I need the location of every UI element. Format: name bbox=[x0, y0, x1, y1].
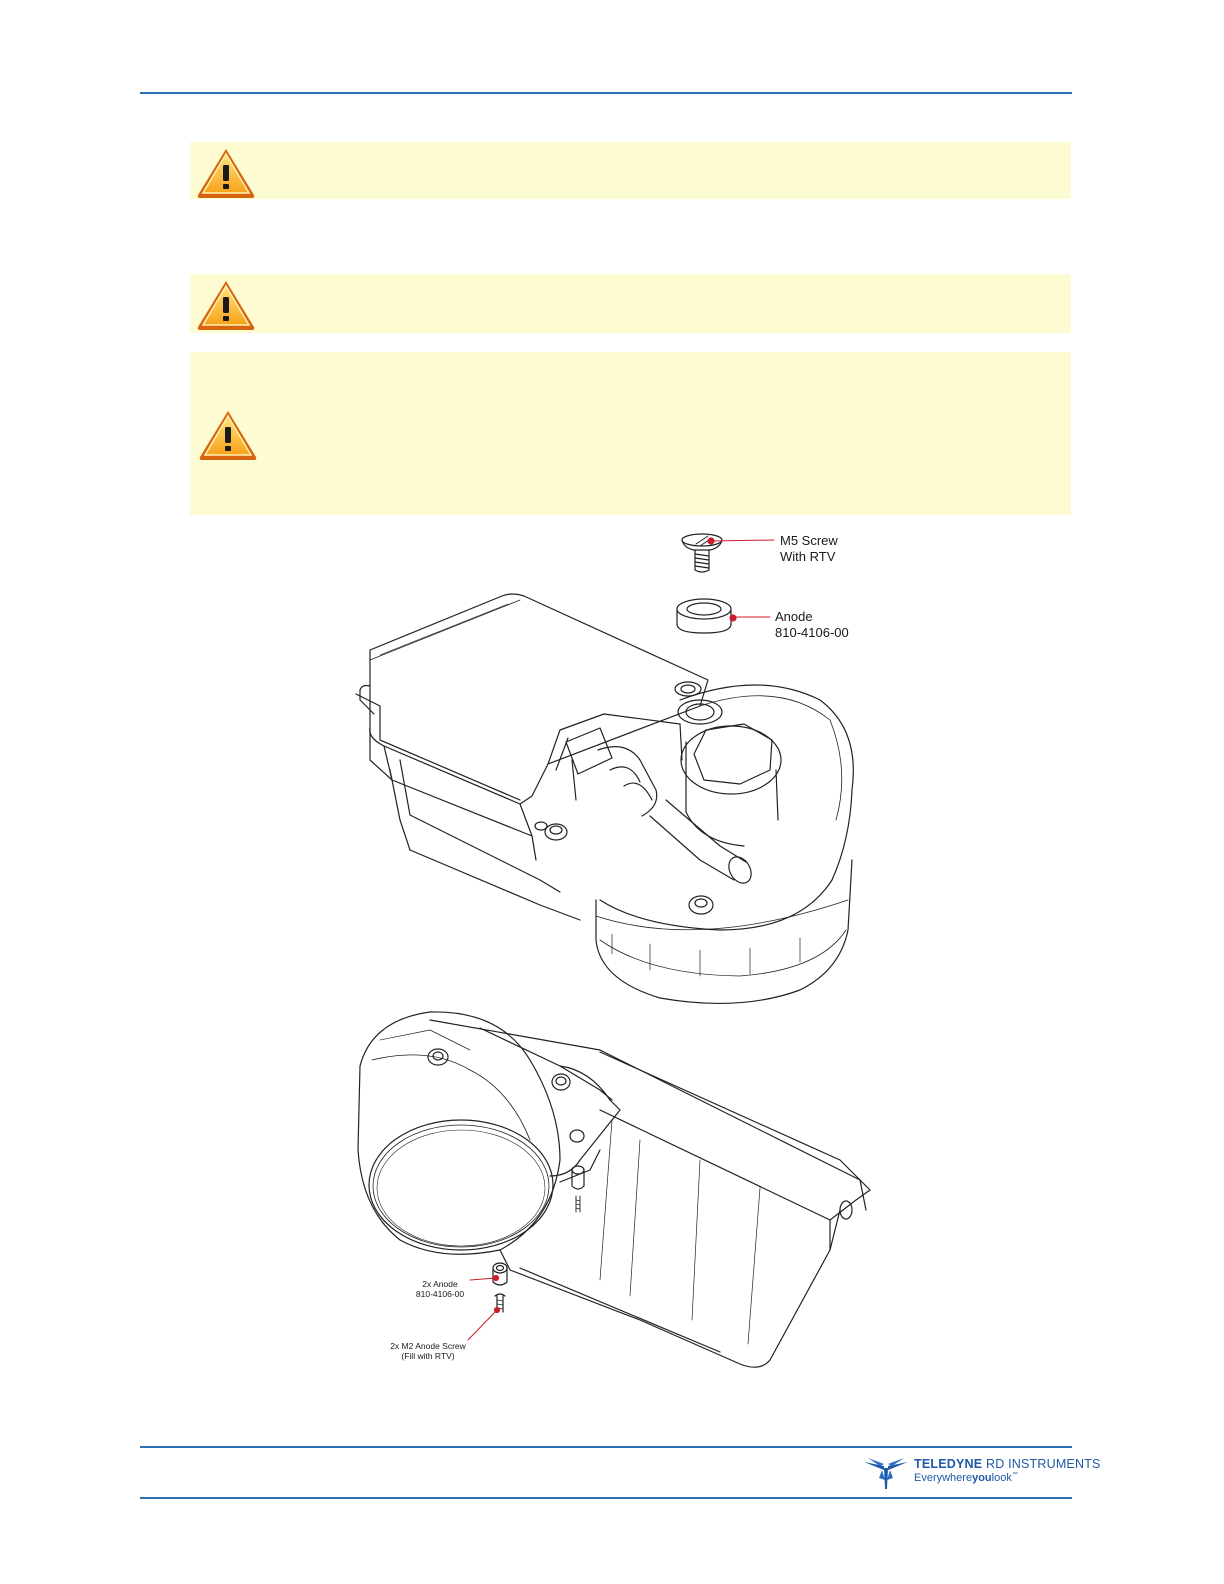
footer-rule-bottom bbox=[140, 1497, 1072, 1499]
teledyne-logo bbox=[862, 1456, 1101, 1492]
housing-bottom-view bbox=[358, 1012, 870, 1367]
callout-anode-bottom-line2: 810-4106-00 bbox=[415, 1289, 465, 1300]
callout-leaders bbox=[468, 538, 774, 1340]
logo-trademark: ™ bbox=[1011, 1472, 1018, 1478]
callout-m5-screw bbox=[780, 533, 838, 564]
logo-brand bbox=[914, 1457, 1101, 1471]
callout-m2-screw bbox=[378, 1341, 478, 1361]
teledyne-logo-mark-icon bbox=[862, 1456, 910, 1490]
logo-tagline-post: look bbox=[991, 1472, 1012, 1484]
logo-tagline-pre: Everywhere bbox=[914, 1472, 973, 1484]
callout-anode-top-line1: Anode bbox=[775, 609, 813, 624]
logo-brand-suffix: RD INSTRUMENTS bbox=[985, 1457, 1101, 1471]
m5-screw-part bbox=[682, 534, 722, 572]
housing-top-view bbox=[356, 594, 853, 1003]
callout-m5-screw-line1: M5 Screw bbox=[780, 533, 838, 548]
callout-anode-top bbox=[775, 609, 849, 640]
callout-anode-bottom bbox=[405, 1279, 475, 1299]
callout-m5-screw-line2: With RTV bbox=[780, 548, 836, 564]
callout-anode-bottom-line1: 2x Anode bbox=[422, 1279, 458, 1289]
callout-m2-screw-line2: (Fill with RTV) bbox=[401, 1351, 455, 1362]
footer-rule-top bbox=[140, 1446, 1072, 1448]
logo-tagline bbox=[914, 1472, 1018, 1484]
logo-tagline-bold: you bbox=[972, 1472, 992, 1484]
callout-anode-top-line2: 810-4106-00 bbox=[775, 624, 849, 640]
anode-ring-part bbox=[677, 599, 731, 633]
callout-m2-screw-line1: 2x M2 Anode Screw bbox=[390, 1341, 466, 1351]
logo-brand-name: TELEDYNE bbox=[914, 1457, 983, 1471]
